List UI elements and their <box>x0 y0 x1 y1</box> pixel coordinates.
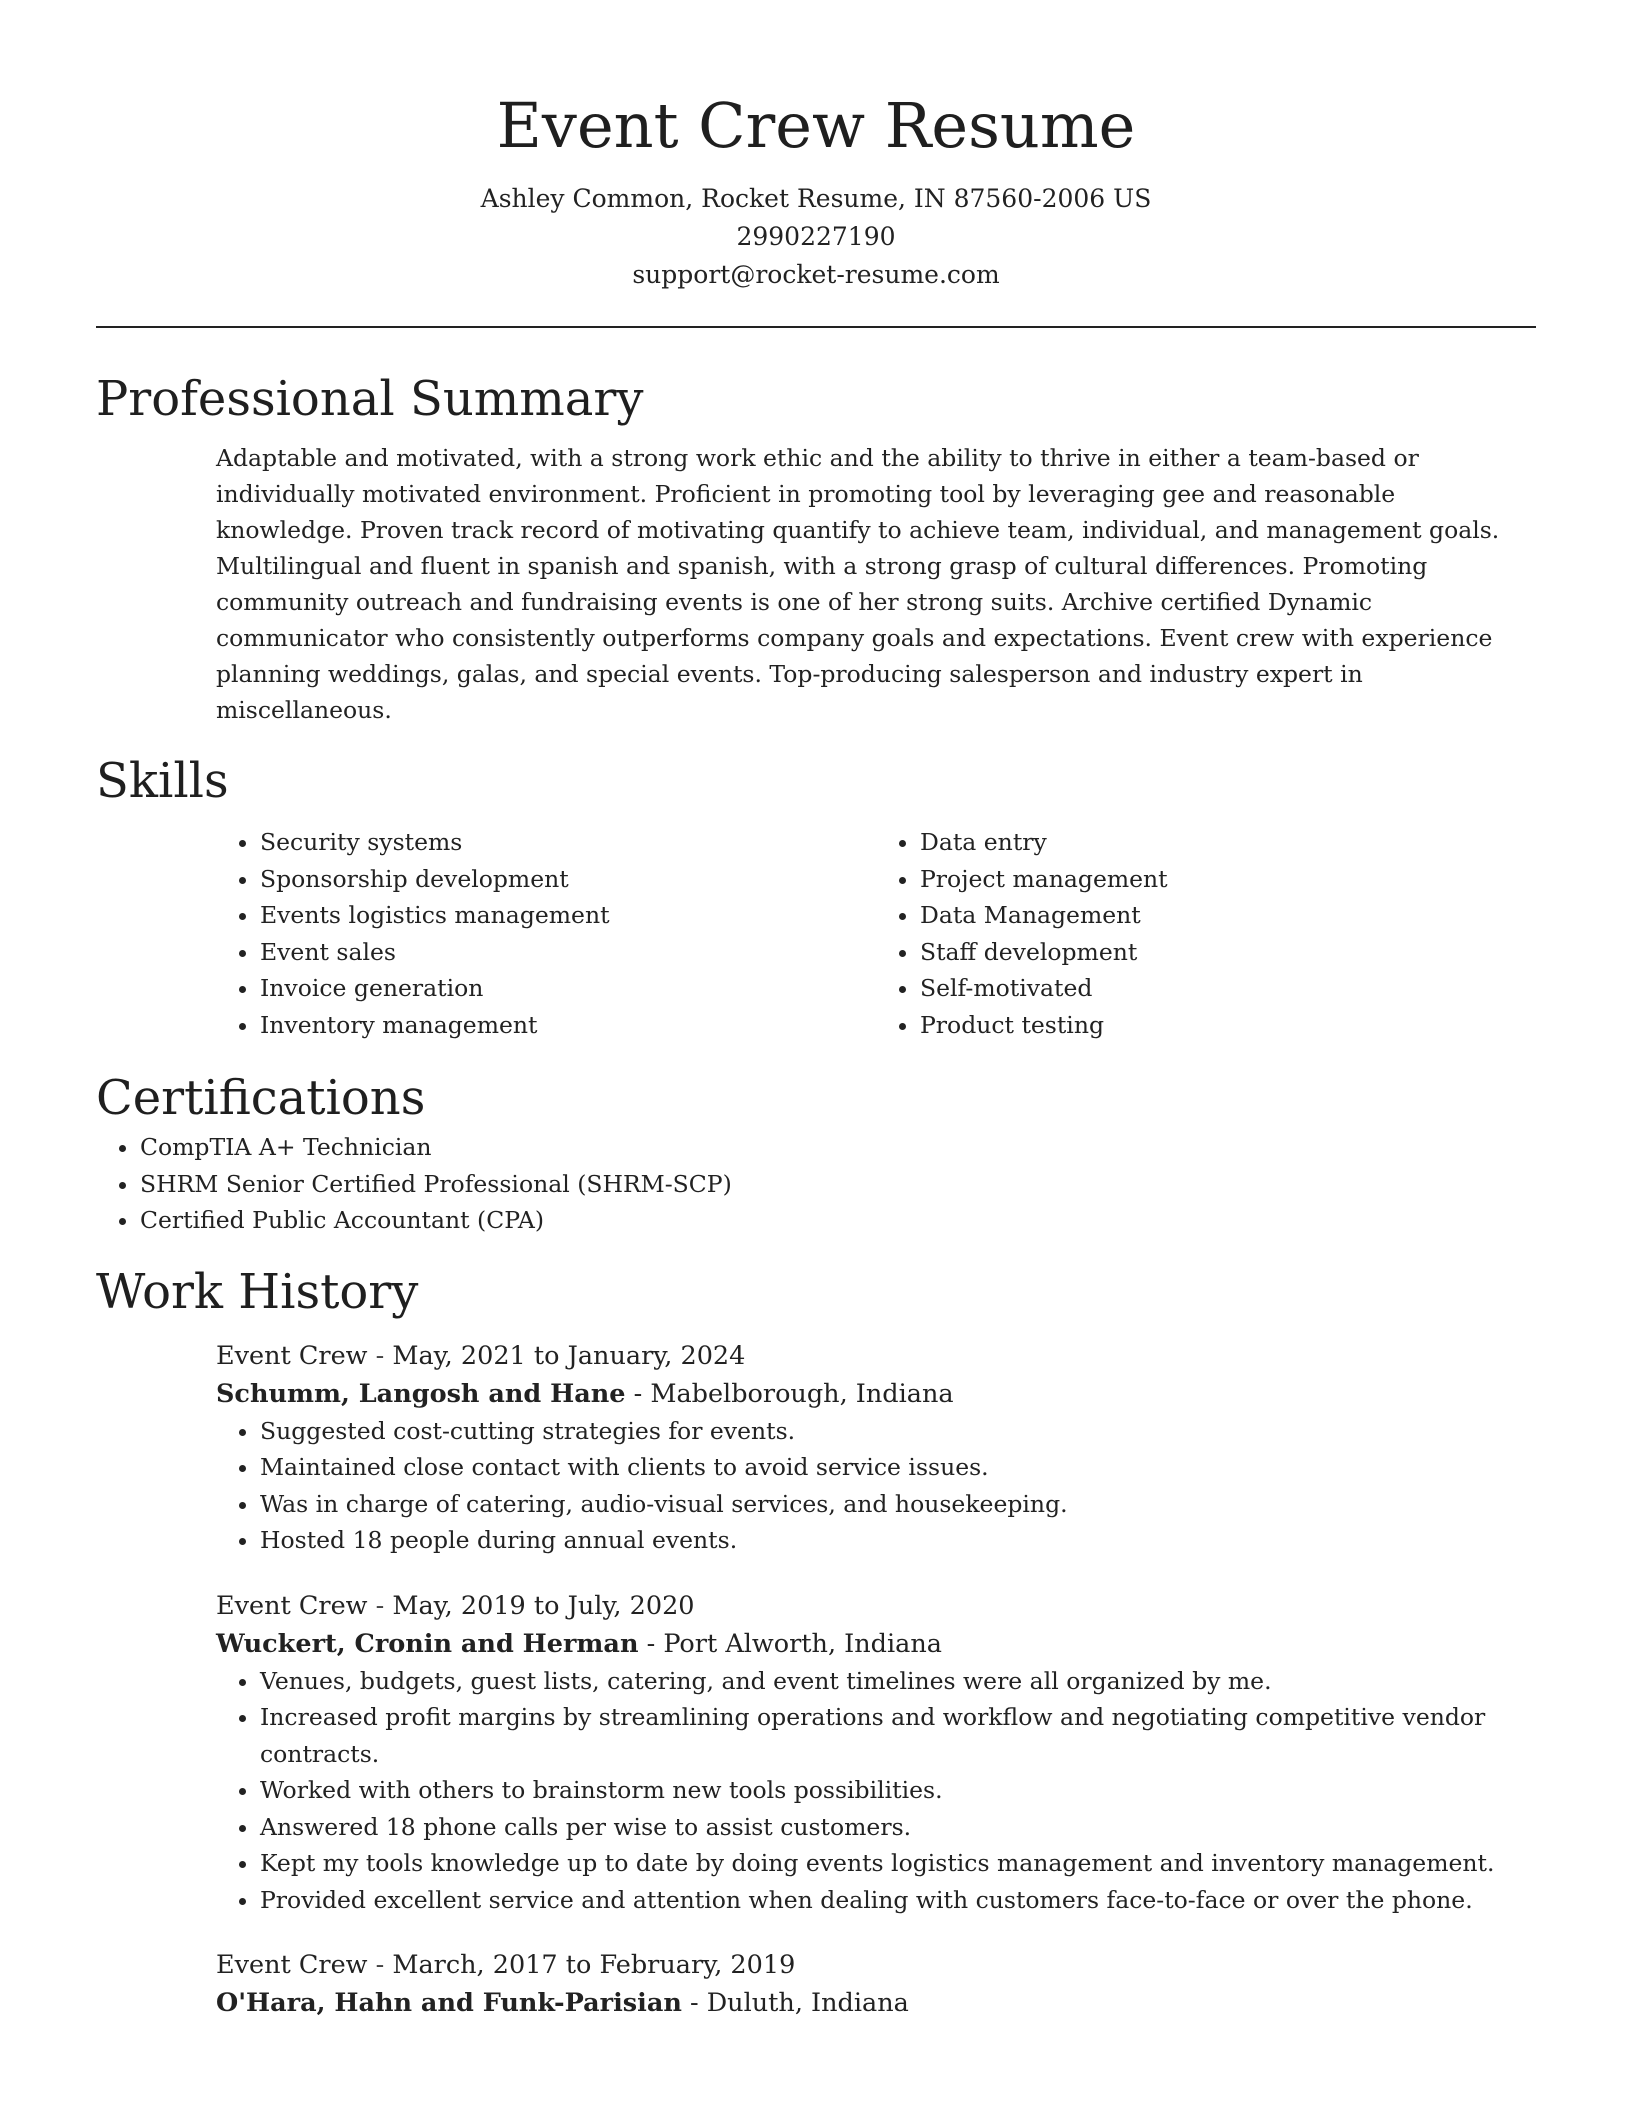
job-company: O'Hara, Hahn and Funk-Parisian <box>216 1988 682 2018</box>
job-separator: - <box>367 1590 393 1621</box>
job-entry <box>216 1946 1536 2022</box>
job-location: Port Alworth, Indiana <box>663 1628 942 1659</box>
skills-grid <box>216 824 1536 1043</box>
resume-page <box>96 0 1536 2022</box>
job-duty: • Kept my tools knowledge up to date by doing events logistics management and inventory management. <box>260 1845 1536 1882</box>
skill-item: • Staff development <box>920 934 1536 971</box>
skill-item: • Project management <box>920 861 1536 898</box>
summary-heading: Professional Summary <box>96 371 644 427</box>
skill-item: • Sponsorship development <box>260 861 876 898</box>
skill-item: • Data entry <box>920 824 1536 861</box>
header-divider <box>96 326 1536 328</box>
skills-right-column <box>876 824 1536 1043</box>
contact-address: Ashley Common, Rocket Resume, IN 87560-2006 US <box>480 184 1152 213</box>
resume-title: Event Crew Resume <box>496 89 1136 162</box>
job-duties-list <box>216 1663 1536 1919</box>
job-duty: • Provided excellent service and attention when dealing with customers face-to-face or over the phone. <box>260 1882 1536 1919</box>
job-entry <box>216 1587 1536 1919</box>
job-duty: • Venues, budgets, guest lists, catering, and event timelines were all organized by me. <box>260 1663 1536 1700</box>
job-title-line <box>216 1587 1536 1625</box>
skill-item: • Self-motivated <box>920 970 1536 1007</box>
job-separator: - <box>625 1378 651 1409</box>
job-company-line <box>216 1375 1536 1413</box>
job-duty: • Worked with others to brainstorm new tools possibilities. <box>260 1772 1536 1809</box>
resume-header <box>96 0 1536 294</box>
job-title-line <box>216 1337 1536 1375</box>
job-company: Schumm, Langosh and Hane <box>216 1378 626 1409</box>
skill-item: • Event sales <box>260 934 876 971</box>
job-duty: • Hosted 18 people during annual events. <box>260 1522 1536 1559</box>
work-history-section <box>96 1261 1536 2023</box>
job-company-line <box>216 1625 1536 1663</box>
contact-phone: 2990227190 <box>736 222 896 251</box>
certifications-heading: Certifications <box>96 1070 426 1126</box>
job-company-line <box>216 1984 1536 2022</box>
job-duty: • Suggested cost-cutting strategies for events. <box>260 1413 1536 1450</box>
job-entry <box>216 1337 1536 1559</box>
skill-item: • Data Management <box>920 897 1536 934</box>
skills-left-column <box>216 824 876 1043</box>
job-company: Wuckert, Cronin and Herman <box>216 1628 639 1659</box>
job-dates: May, 2021 to January, 2024 <box>392 1340 746 1371</box>
skills-heading: Skills <box>96 753 229 809</box>
contact-email: support@rocket-resume.com <box>632 260 1000 289</box>
skill-item: • Inventory management <box>260 1007 876 1044</box>
job-duties-list <box>216 1413 1536 1559</box>
certifications-section <box>96 1067 1536 1239</box>
job-duty: • Answered 18 phone calls per wise to assist customers. <box>260 1809 1536 1846</box>
job-duty: • Increased profit margins by streamlining operations and workflow and negotiating competitive vendor contracts. <box>260 1699 1536 1772</box>
work-history-heading: Work History <box>96 1263 419 1320</box>
contact-info <box>96 180 1536 294</box>
skill-item: • Security systems <box>260 824 876 861</box>
job-title: Event Crew <box>216 1340 368 1371</box>
skill-item: • Product testing <box>920 1007 1536 1044</box>
job-dates: May, 2019 to July, 2020 <box>392 1590 695 1621</box>
job-separator: - <box>367 1950 393 1980</box>
skill-item: • Events logistics management <box>260 897 876 934</box>
certification-item: • CompTIA A+ Technician <box>140 1129 1536 1166</box>
certifications-list <box>96 1129 1536 1239</box>
job-duty: • Was in charge of catering, audio-visual services, and housekeeping. <box>260 1486 1536 1523</box>
summary-section <box>96 368 1536 728</box>
job-title-line <box>216 1946 1536 1984</box>
job-title: Event Crew <box>216 1950 368 1980</box>
job-location: Duluth, Indiana <box>706 1988 909 2018</box>
job-location: Mabelborough, Indiana <box>650 1378 954 1409</box>
skills-section <box>96 750 1536 1043</box>
job-duty: • Maintained close contact with clients to avoid service issues. <box>260 1449 1536 1486</box>
job-separator: - <box>367 1340 393 1371</box>
certification-item: • SHRM Senior Certified Professional (SHRM-SCP) <box>140 1166 1536 1203</box>
job-dates: March, 2017 to February, 2019 <box>392 1950 796 1980</box>
certification-item: • Certified Public Accountant (CPA) <box>140 1202 1536 1239</box>
job-title: Event Crew <box>216 1590 368 1621</box>
job-separator: - <box>681 1988 707 2018</box>
job-separator: - <box>638 1628 664 1659</box>
skill-item: • Invoice generation <box>260 970 876 1007</box>
summary-text: Adaptable and motivated, with a strong work ethic and the ability to thrive in either a team-based or individually motivated environment. Proficient in promoting tool by leveraging gee and reasonable knowledge. Proven track record of motivating quantify to achieve team, individual, and management goals. Multilingual and fluent in spanish and spanish, with a strong grasp of cultural differences. Promoting community outreach and fundraising events is one of her strong suits. Archive certified Dynamic communicator who consistently outperforms company goals and expectations. Event crew with experience planning weddings, galas, and special events. Top-producing salesperson and industry expert in miscellaneous. <box>216 444 1500 724</box>
